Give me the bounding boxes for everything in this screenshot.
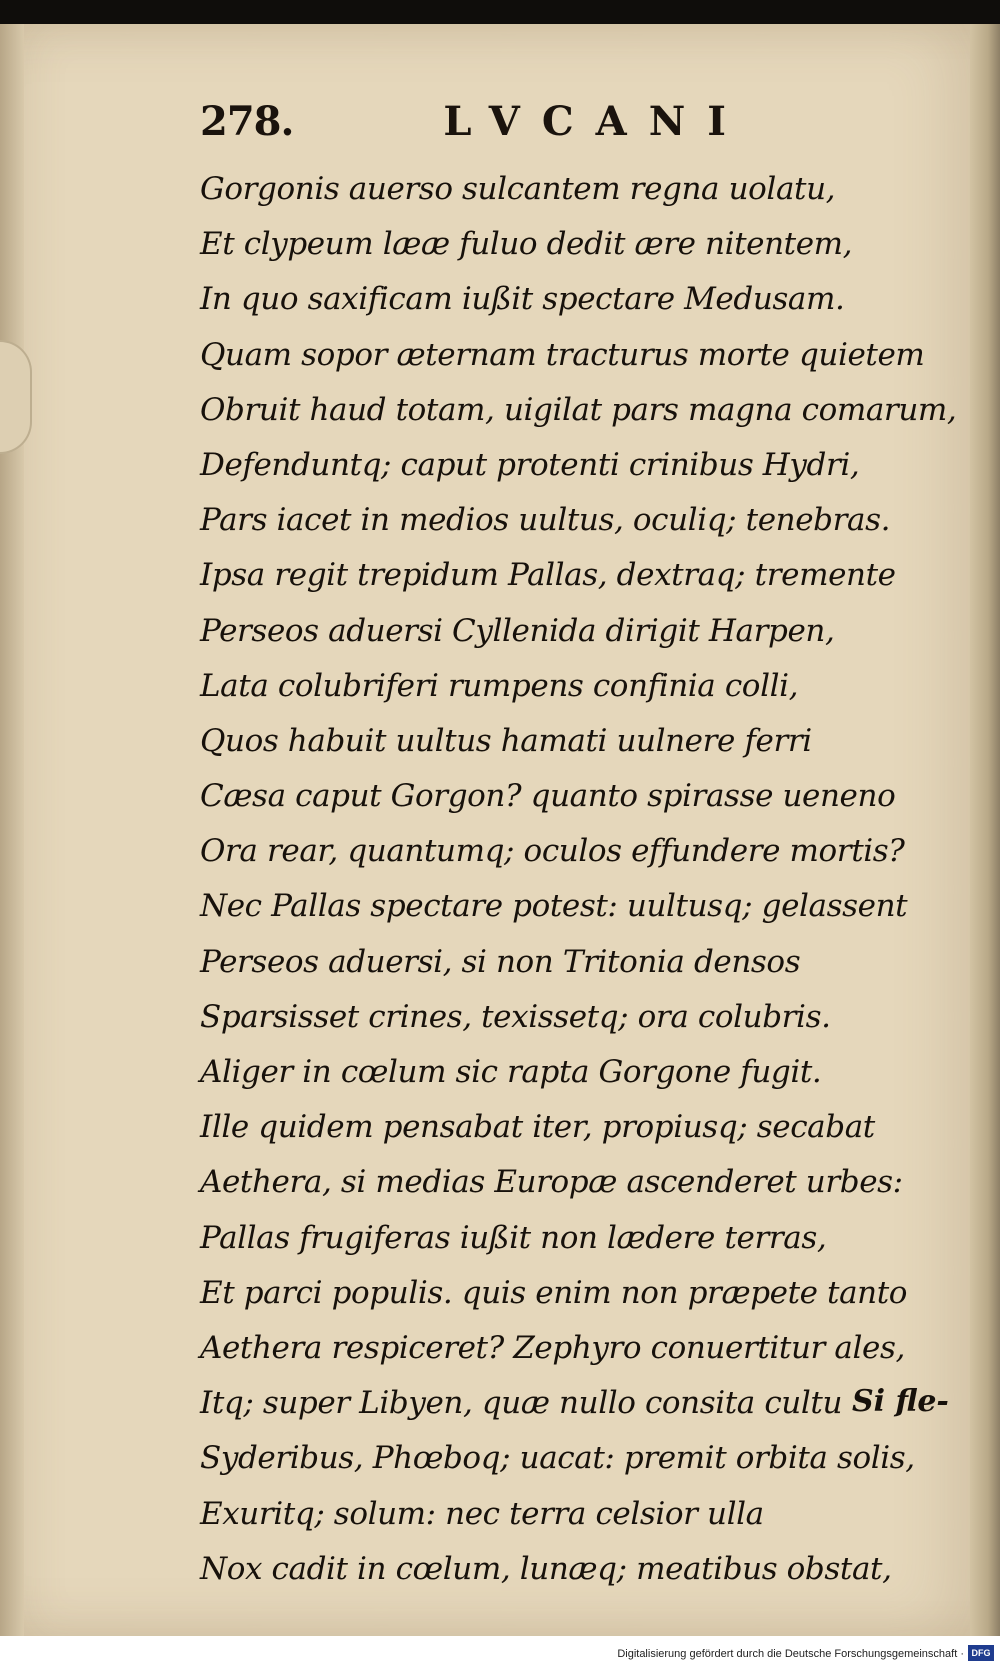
verse-line: Aliger in cœlum sic rapta Gorgone fugit. (200, 1054, 822, 1090)
verse-line: Aethera respiceret? Zephyro conuertitur ales, (200, 1329, 905, 1366)
running-head: LVCANI (443, 98, 748, 145)
page-header (200, 98, 760, 162)
verse-line: Defenduntq; caput protenti crinibus Hydri, (200, 446, 860, 483)
verse-line: Perseos aduersi, si non Tritonia densos (200, 943, 801, 980)
verse-line: Ora rear, quantumq; oculos effundere mortis? (200, 833, 905, 870)
verse-line: Nox cadit in cœlum, lunæq; meatibus obstat, (200, 1550, 892, 1587)
verse-line: Aethera, si medias Europæ ascenderet urbes: (200, 1164, 903, 1201)
verse-line: Obruit haud totam, uigilat pars magna comarum, (200, 391, 957, 428)
verse-line: Et clypeum lææ fuluo dedit ære nitentem, (200, 226, 853, 263)
verse-line: Exuritq; solum: nec terra celsior ulla (200, 1495, 764, 1532)
verse-line: Lata colubriferi rumpens confinia colli, (200, 667, 799, 704)
funding-note: Digitalisierung gefördert durch die Deutsche Forschungsgemeinschaft · (617, 1648, 964, 1660)
verse-line: Sparsisset crines, texissetq; ora colubris. (200, 998, 831, 1035)
verse-line: Pars iacet in medios uultus, oculiq; tenebras. (200, 502, 891, 539)
verse-line: Syderibus, Phœboq; uacat: premit orbita solis, (200, 1440, 915, 1477)
verse-line: Perseos aduersi Cyllenida dirigit Harpen, (200, 612, 835, 649)
dfg-logo-icon: DFG (968, 1645, 994, 1661)
page-number: 278. (200, 98, 294, 145)
verse-line: Et parci populis. quis enim non præpete tanto (200, 1274, 908, 1311)
verse-line: Cæsa caput Gorgon? quanto spirasse ueneno (200, 778, 896, 815)
verse-line: Pallas frugiferas iußit non lædere terras, (200, 1219, 827, 1256)
page-binding-shadow (0, 24, 24, 1636)
verse-line: Gorgonis auerso sulcantem regna uolatu, (200, 171, 836, 207)
verse-line: In quo saxificam iußit spectare Medusam. (200, 281, 845, 318)
catchword: Si fle- (852, 1384, 949, 1419)
page-tab-mark (0, 340, 32, 454)
verse-line: Ille quidem pensabat iter, propiusq; secabat (200, 1109, 875, 1146)
verse-line: Itq; super Libyen, quæ nullo consita cultu (200, 1385, 843, 1422)
verse-line: Quam sopor æternam tracturus morte quietem (200, 336, 925, 373)
verse-line: Quos habuit uultus hamati uulnere ferri (200, 722, 812, 759)
verse-text (200, 162, 957, 1597)
verse-line: Nec Pallas spectare potest: uultusq; gelassent (200, 888, 908, 925)
page-edge-shadow (970, 24, 1000, 1636)
verse-line: Ipsa regit trepidum Pallas, dextraq; tremente (200, 557, 896, 594)
